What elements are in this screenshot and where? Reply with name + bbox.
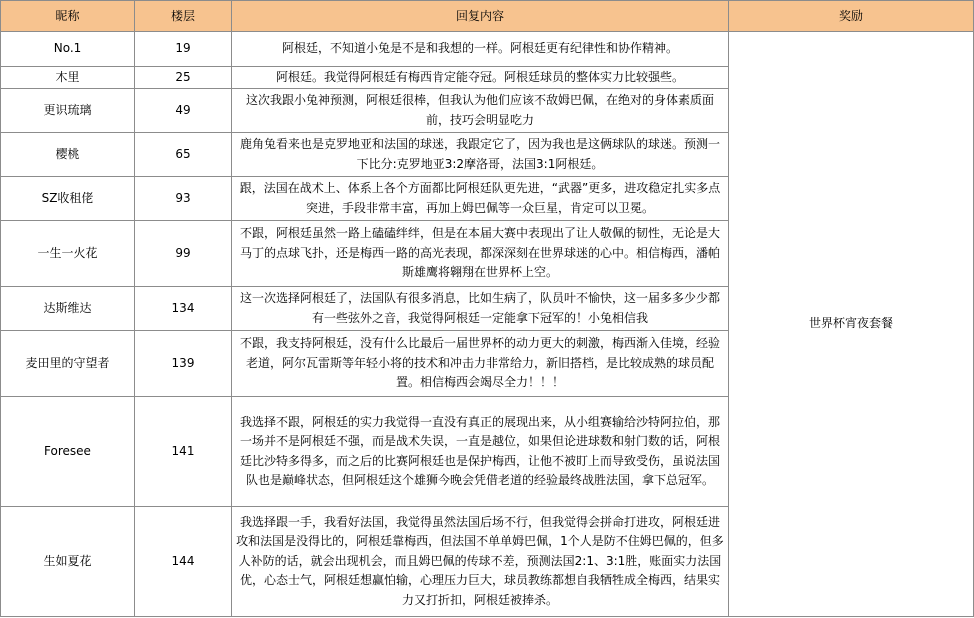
cell-floor: 25 — [135, 67, 232, 89]
cell-reply: 这次我跟小兔神预测，阿根廷很棒，但我认为他们应该不敌姆巴佩，在绝对的身体素质面前，技巧会明显吃力 — [232, 89, 729, 133]
cell-nickname: 生如夏花 — [1, 507, 135, 617]
cell-nickname: 木里 — [1, 67, 135, 89]
cell-reply: 阿根廷。我觉得阿根廷有梅西肯定能夺冠。阿根廷球员的整体实力比较强些。 — [232, 67, 729, 89]
cell-floor: 19 — [135, 32, 232, 67]
cell-floor: 144 — [135, 507, 232, 617]
cell-floor: 93 — [135, 177, 232, 221]
cell-nickname: No.1 — [1, 32, 135, 67]
cell-reply: 鹿角兔看来也是克罗地亚和法国的球迷，我跟定它了，因为我也是这俩球队的球迷。预测一下比分:克罗地亚3:2摩洛哥，法国3:1阿根廷。 — [232, 133, 729, 177]
cell-reply: 这一次选择阿根廷了，法国队有很多消息，比如生病了，队员叶不愉快，这一届多多少少都有一些弦外之音，我觉得阿根廷一定能拿下冠军的！小兔相信我 — [232, 287, 729, 331]
cell-floor: 141 — [135, 397, 232, 507]
table-row — [1, 32, 974, 67]
cell-nickname: 达斯维达 — [1, 287, 135, 331]
header-reward: 奖励 — [729, 1, 974, 32]
cell-floor: 99 — [135, 221, 232, 287]
cell-nickname: Foresee — [1, 397, 135, 507]
cell-reply: 阿根廷，不知道小兔是不是和我想的一样。阿根廷更有纪律性和协作精神。 — [232, 32, 729, 67]
cell-nickname: 麦田里的守望者 — [1, 331, 135, 397]
cell-reply: 我选择跟一手，我看好法国，我觉得虽然法国后场不行，但我觉得会拼命打进攻，阿根廷进攻和法国是没得比的，阿根廷靠梅西，但法国不单单姆巴佩，1个人是防不住姆巴佩的，但多人补防的话，就会出现机会，而且姆巴佩的传球不差，预测法国2:1、3:1胜，账面实力法国优，心态士气，阿根廷想赢怕输，心理压力巨大，球员教练都想自我牺牲成全梅西，结果实力又打折扣，阿根廷被捧杀。 — [232, 507, 729, 617]
cell-nickname: 一生一火花 — [1, 221, 135, 287]
cell-reward: 世界杯宵夜套餐 — [729, 32, 974, 617]
cell-floor: 134 — [135, 287, 232, 331]
header-floor: 楼层 — [135, 1, 232, 32]
cell-floor: 139 — [135, 331, 232, 397]
header-row — [1, 1, 974, 32]
cell-reply: 不跟，我支持阿根廷，没有什么比最后一届世界杯的动力更大的刺激，梅西渐入佳境，经验老道，阿尔瓦雷斯等年轻小将的技术和冲击力非常给力，新旧搭档，是比较成熟的球员配置。相信梅西会竭尽全力！！！ — [232, 331, 729, 397]
cell-nickname: SZ收租佬 — [1, 177, 135, 221]
cell-reply: 我选择不跟，阿根廷的实力我觉得一直没有真正的展现出来，从小组赛输给沙特阿拉伯，那一场并不是阿根廷不强，而是战术失误，一直是越位，如果但论进球数和射门数的话，阿根廷比沙特多得多，而之后的比赛阿根廷也是保护梅西，让他不被盯上而导致受伤，虽说法国队也是巅峰状态，但阿根廷这个雄狮今晚会凭借老道的经验最终战胜法国，拿下总冠军。 — [232, 397, 729, 507]
cell-reply: 跟，法国在战术上、体系上各个方面都比阿根廷队更先进，“武器”更多，进攻稳定扎实多点突进，手段非常丰富，再加上姆巴佩等一众巨星，肯定可以卫冕。 — [232, 177, 729, 221]
header-reply: 回复内容 — [232, 1, 729, 32]
header-nickname: 昵称 — [1, 1, 135, 32]
cell-floor: 49 — [135, 89, 232, 133]
cell-nickname: 樱桃 — [1, 133, 135, 177]
cell-nickname: 更识琉璃 — [1, 89, 135, 133]
cell-reply: 不跟，阿根廷虽然一路上磕磕绊绊，但是在本届大赛中表现出了让人敬佩的韧性，无论是大马丁的点球飞扑，还是梅西一路的高光表现，都深深刻在世界球迷的心中。相信梅西，潘帕斯雄鹰将翱翔在世界杯上空。 — [232, 221, 729, 287]
cell-floor: 65 — [135, 133, 232, 177]
